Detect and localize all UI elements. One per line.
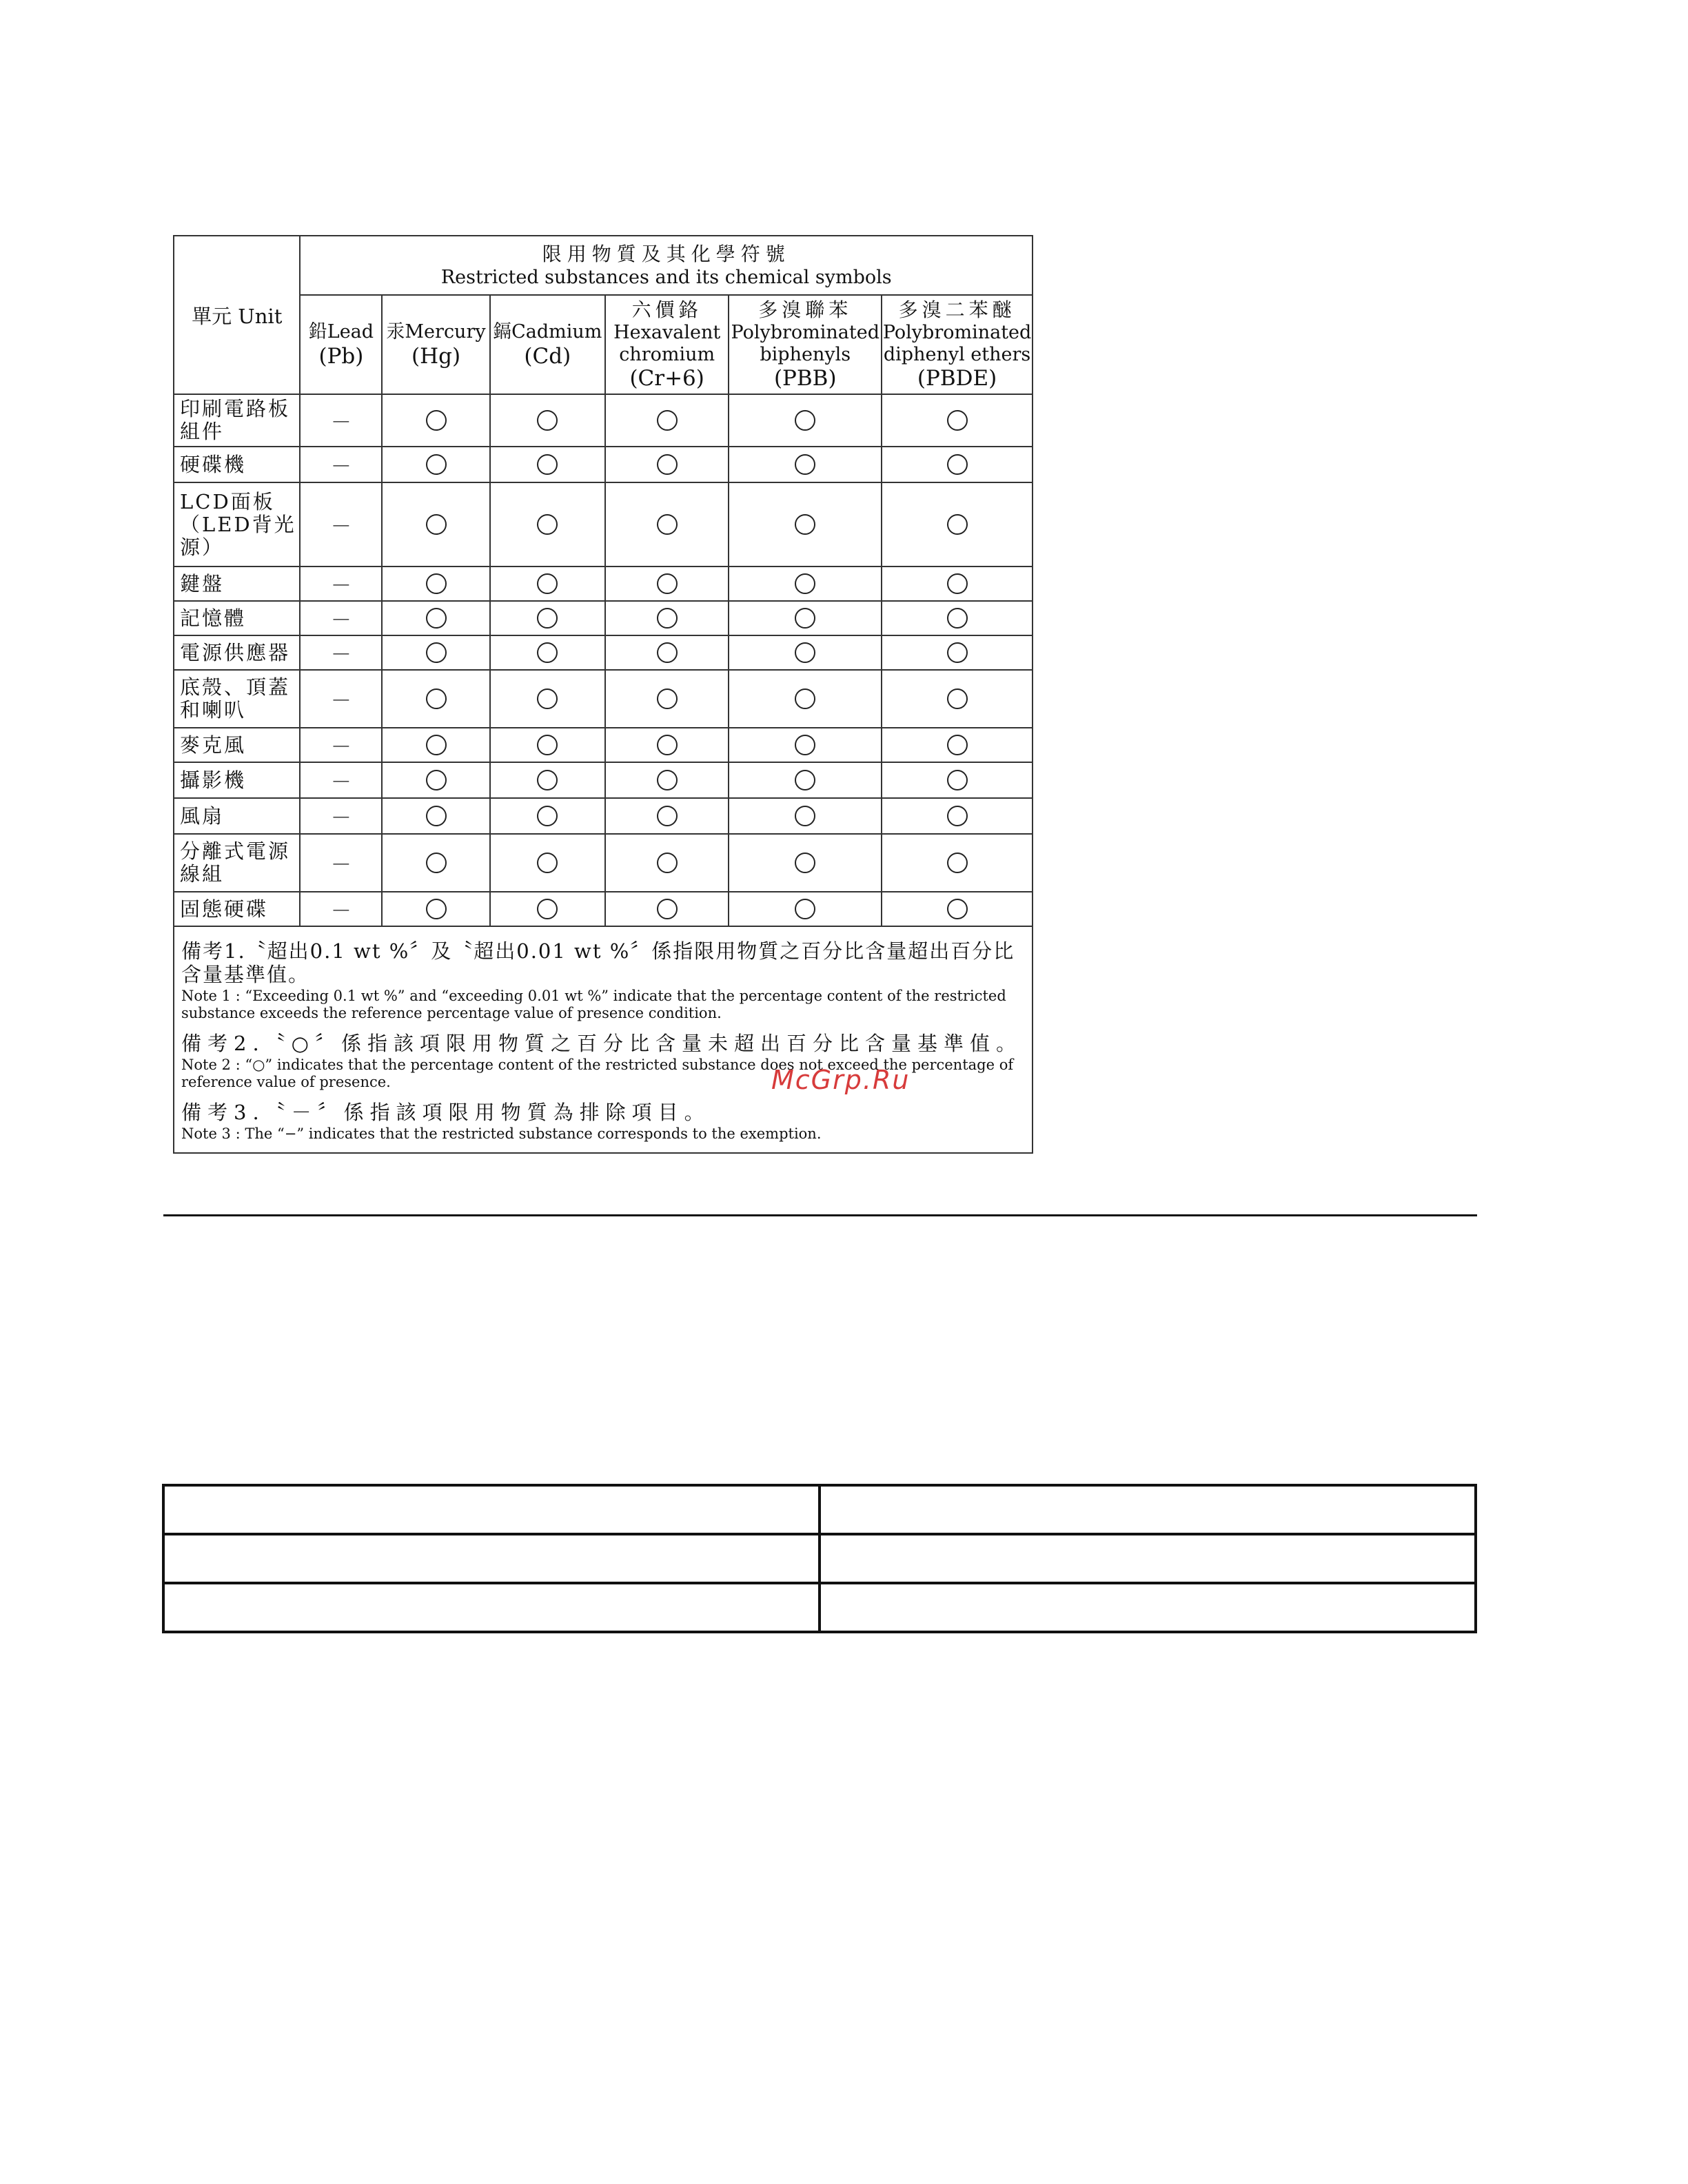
dash-mark: －	[330, 689, 352, 713]
circle-mark-icon	[426, 454, 447, 475]
circle-mark-icon	[947, 806, 968, 826]
mark-cell	[882, 834, 1033, 892]
mark-cell	[882, 635, 1033, 670]
dash-mark: －	[330, 455, 352, 479]
mark-cell	[490, 670, 605, 728]
circle-mark-icon	[947, 454, 968, 475]
mark-cell	[729, 762, 882, 798]
mark-cell	[729, 567, 882, 601]
mark-cell	[882, 394, 1033, 447]
circle-mark-icon	[795, 770, 815, 790]
mark-cell	[729, 728, 882, 762]
circle-mark-icon	[795, 688, 815, 709]
circle-mark-icon	[537, 688, 558, 709]
circle-mark-icon	[657, 899, 678, 919]
circle-mark-icon	[947, 642, 968, 663]
dash-mark: －	[330, 411, 352, 435]
component-label: LCD面板（LED背光源）	[174, 482, 300, 567]
dash-mark: －	[330, 806, 352, 830]
substance-symbol: (Cr+6)	[629, 366, 704, 391]
substance-name-en: Cadmium	[511, 321, 602, 343]
circle-mark-icon	[947, 853, 968, 873]
mark-cell	[882, 601, 1033, 635]
circle-mark-icon	[947, 608, 968, 629]
mark-cell	[382, 762, 489, 798]
mark-cell	[300, 892, 382, 926]
substance-name-zh: 鉛	[308, 321, 327, 343]
substance-name-en: Mercury	[405, 321, 486, 343]
circle-mark-icon	[795, 573, 815, 594]
dash-mark: －	[330, 643, 352, 667]
mark-cell	[490, 447, 605, 482]
circle-mark-icon	[657, 642, 678, 663]
mark-cell	[605, 728, 729, 762]
mark-cell	[300, 798, 382, 834]
circle-mark-icon	[426, 899, 447, 919]
mark-cell	[605, 447, 729, 482]
circle-mark-icon	[947, 735, 968, 755]
mark-cell	[490, 482, 605, 567]
mark-cell	[605, 635, 729, 670]
circle-mark-icon	[795, 642, 815, 663]
component-label: 分離式電源線組	[174, 834, 300, 892]
mark-cell	[382, 892, 489, 926]
circle-mark-icon	[537, 735, 558, 755]
component-label: 麥克風	[174, 728, 300, 762]
note1-en: Note 1 : “Exceeding 0.1 wt %” and “exceeding 0.01 wt %” indicate that the percentage content of the restricted substance exceeds the reference percentage value of presence condition.	[181, 988, 1006, 1021]
circle-mark-icon	[426, 688, 447, 709]
circle-mark-icon	[657, 410, 678, 431]
table-row	[174, 762, 1033, 798]
circle-mark-icon	[795, 853, 815, 873]
mark-cell	[490, 728, 605, 762]
circle-mark-icon	[537, 770, 558, 790]
mark-cell	[490, 394, 605, 447]
circle-mark-icon	[426, 735, 447, 755]
table-cell	[163, 1534, 820, 1583]
mark-cell	[300, 728, 382, 762]
table-cell	[163, 1485, 820, 1534]
empty-table	[162, 1484, 1477, 1633]
mark-cell	[382, 728, 489, 762]
dash-mark: －	[330, 853, 352, 877]
substance-name-zh: 鎘	[493, 321, 512, 343]
mark-cell	[490, 635, 605, 670]
component-label: 電源供應器	[174, 635, 300, 670]
substance-header	[382, 295, 489, 394]
circle-mark-icon	[657, 454, 678, 475]
mark-cell	[300, 567, 382, 601]
component-label: 攝影機	[174, 762, 300, 798]
circle-mark-icon	[947, 899, 968, 919]
table-cell	[820, 1534, 1476, 1583]
table-cell	[820, 1485, 1476, 1534]
mark-cell	[882, 798, 1033, 834]
circle-mark-icon	[795, 514, 815, 535]
circle-mark-icon	[426, 410, 447, 431]
mark-cell	[300, 394, 382, 447]
note3-zh: 備考3.〝－〞係指該項限用物質為排除項目。	[181, 1101, 711, 1124]
note2-zh: 備考2.〝○〞係指該項限用物質之百分比含量未超出百分比含量基準值。	[181, 1032, 1022, 1055]
table-cell	[163, 1583, 820, 1632]
component-label: 風扇	[174, 798, 300, 834]
circle-mark-icon	[795, 735, 815, 755]
circle-mark-icon	[426, 806, 447, 826]
substance-header	[729, 295, 882, 394]
table-row	[174, 798, 1033, 834]
mark-cell	[382, 601, 489, 635]
mark-cell	[382, 834, 489, 892]
circle-mark-icon	[795, 608, 815, 629]
mark-cell	[382, 394, 489, 447]
mark-cell	[382, 798, 489, 834]
substance-name-zh: 多溴二苯醚	[898, 298, 1016, 321]
mark-cell	[729, 635, 882, 670]
circle-mark-icon	[657, 770, 678, 790]
dash-mark: －	[330, 515, 352, 539]
circle-mark-icon	[795, 806, 815, 826]
mark-cell	[300, 482, 382, 567]
circle-mark-icon	[537, 642, 558, 663]
component-label: 印刷電路板組件	[174, 394, 300, 447]
mark-cell	[605, 834, 729, 892]
mark-cell	[382, 447, 489, 482]
table-row	[174, 670, 1033, 728]
mark-cell	[382, 635, 489, 670]
circle-mark-icon	[795, 899, 815, 919]
substance-name-en: Hexavalent chromium	[613, 322, 721, 365]
mark-cell	[300, 670, 382, 728]
substance-header	[300, 295, 382, 394]
circle-mark-icon	[795, 410, 815, 431]
component-label: 硬碟機	[174, 447, 300, 482]
substance-symbol: (Cd)	[524, 344, 571, 369]
circle-mark-icon	[657, 514, 678, 535]
mark-cell	[729, 892, 882, 926]
circle-mark-icon	[426, 514, 447, 535]
circle-mark-icon	[537, 853, 558, 873]
circle-mark-icon	[426, 642, 447, 663]
circle-mark-icon	[657, 853, 678, 873]
table-row	[174, 834, 1033, 892]
group-header-en: Restricted substances and its chemical symbols	[440, 267, 892, 288]
mark-cell	[605, 482, 729, 567]
substance-header	[490, 295, 605, 394]
dash-mark: －	[330, 735, 352, 759]
substance-name-en: Polybrominated diphenyl ethers	[882, 322, 1032, 365]
watermark: McGrp.Ru	[771, 1065, 911, 1095]
mark-cell	[490, 798, 605, 834]
mark-cell	[300, 447, 382, 482]
table-row	[163, 1534, 1476, 1583]
mark-cell	[605, 601, 729, 635]
substance-name-en: Lead	[327, 321, 374, 343]
mark-cell	[729, 670, 882, 728]
dash-mark: －	[330, 899, 352, 923]
substance-name-zh: 汞	[386, 321, 405, 343]
group-header-zh: 限用物質及其化學符號	[542, 243, 791, 265]
mark-cell	[729, 447, 882, 482]
dash-mark: －	[330, 574, 352, 598]
group-header	[300, 236, 1033, 295]
table-row	[174, 728, 1033, 762]
substance-symbol: (PBB)	[773, 366, 837, 391]
table-row	[174, 394, 1033, 447]
circle-mark-icon	[426, 573, 447, 594]
circle-mark-icon	[657, 735, 678, 755]
component-label: 鍵盤	[174, 567, 300, 601]
table-row	[174, 601, 1033, 635]
mark-cell	[605, 762, 729, 798]
circle-mark-icon	[657, 688, 678, 709]
mark-cell	[382, 670, 489, 728]
notes-cell	[174, 926, 1033, 1153]
mark-cell	[382, 567, 489, 601]
circle-mark-icon	[657, 573, 678, 594]
table-row	[174, 567, 1033, 601]
component-label: 固態硬碟	[174, 892, 300, 926]
mark-cell	[490, 834, 605, 892]
mark-cell	[490, 762, 605, 798]
mark-cell	[882, 892, 1033, 926]
substance-header	[605, 295, 729, 394]
mark-cell	[382, 482, 489, 567]
circle-mark-icon	[537, 608, 558, 629]
substance-header	[882, 295, 1033, 394]
mark-cell	[300, 834, 382, 892]
table-row	[174, 635, 1033, 670]
mark-cell	[300, 601, 382, 635]
component-label: 記憶體	[174, 601, 300, 635]
circle-mark-icon	[537, 410, 558, 431]
mark-cell	[729, 601, 882, 635]
substance-name-zh: 六價鉻	[631, 298, 702, 321]
circle-mark-icon	[947, 573, 968, 594]
circle-mark-icon	[537, 899, 558, 919]
mark-cell	[605, 892, 729, 926]
mark-cell	[882, 447, 1033, 482]
circle-mark-icon	[537, 573, 558, 594]
table-row	[174, 447, 1033, 482]
unit-header: 單元 Unit	[174, 236, 300, 394]
mark-cell	[605, 394, 729, 447]
table-row	[174, 892, 1033, 926]
circle-mark-icon	[947, 688, 968, 709]
substance-symbol: (Hg)	[411, 344, 461, 369]
mark-cell	[605, 798, 729, 834]
dash-mark: －	[330, 770, 352, 795]
substance-symbol: (PBDE)	[917, 366, 997, 391]
substance-name-zh: 多溴聯苯	[758, 298, 853, 321]
mark-cell	[882, 670, 1033, 728]
circle-mark-icon	[947, 514, 968, 535]
circle-mark-icon	[657, 608, 678, 629]
note2-en: Note 2 : “○” indicates that the percentage content of the restricted substance does not exceed the percentage of reference value of presence.	[181, 1057, 1014, 1090]
note1-zh: 備考1.〝超出0.1 wt %〞及〝超出0.01 wt %〞係指限用物質之百分比含量超出百分比含量基準值。	[181, 939, 1015, 986]
circle-mark-icon	[426, 608, 447, 629]
table-row	[163, 1583, 1476, 1632]
horizontal-rule	[163, 1214, 1477, 1216]
circle-mark-icon	[947, 410, 968, 431]
mark-cell	[490, 567, 605, 601]
mark-cell	[729, 482, 882, 567]
mark-cell	[882, 567, 1033, 601]
circle-mark-icon	[426, 853, 447, 873]
restricted-substances-table	[173, 235, 1033, 1154]
component-label: 底殼、頂蓋和喇叭	[174, 670, 300, 728]
circle-mark-icon	[537, 454, 558, 475]
note3-en: Note 3 : The “−” indicates that the restricted substance corresponds to the exemption.	[181, 1125, 822, 1142]
circle-mark-icon	[947, 770, 968, 790]
substance-symbol: (Pb)	[318, 344, 364, 369]
mark-cell	[729, 834, 882, 892]
substance-header-row	[174, 295, 1033, 394]
circle-mark-icon	[537, 806, 558, 826]
mark-cell	[729, 798, 882, 834]
mark-cell	[300, 635, 382, 670]
circle-mark-icon	[795, 454, 815, 475]
mark-cell	[490, 601, 605, 635]
circle-mark-icon	[657, 806, 678, 826]
substance-name-en: Polybrominated biphenyls	[731, 322, 879, 365]
mark-cell	[729, 394, 882, 447]
mark-cell	[882, 482, 1033, 567]
circle-mark-icon	[537, 514, 558, 535]
mark-cell	[882, 728, 1033, 762]
table-body	[174, 394, 1033, 926]
mark-cell	[490, 892, 605, 926]
table-cell	[820, 1583, 1476, 1632]
table-row	[174, 482, 1033, 567]
circle-mark-icon	[426, 770, 447, 790]
mark-cell	[605, 670, 729, 728]
mark-cell	[300, 762, 382, 798]
table-row	[163, 1485, 1476, 1534]
mark-cell	[605, 567, 729, 601]
dash-mark: －	[330, 609, 352, 633]
mark-cell	[882, 762, 1033, 798]
